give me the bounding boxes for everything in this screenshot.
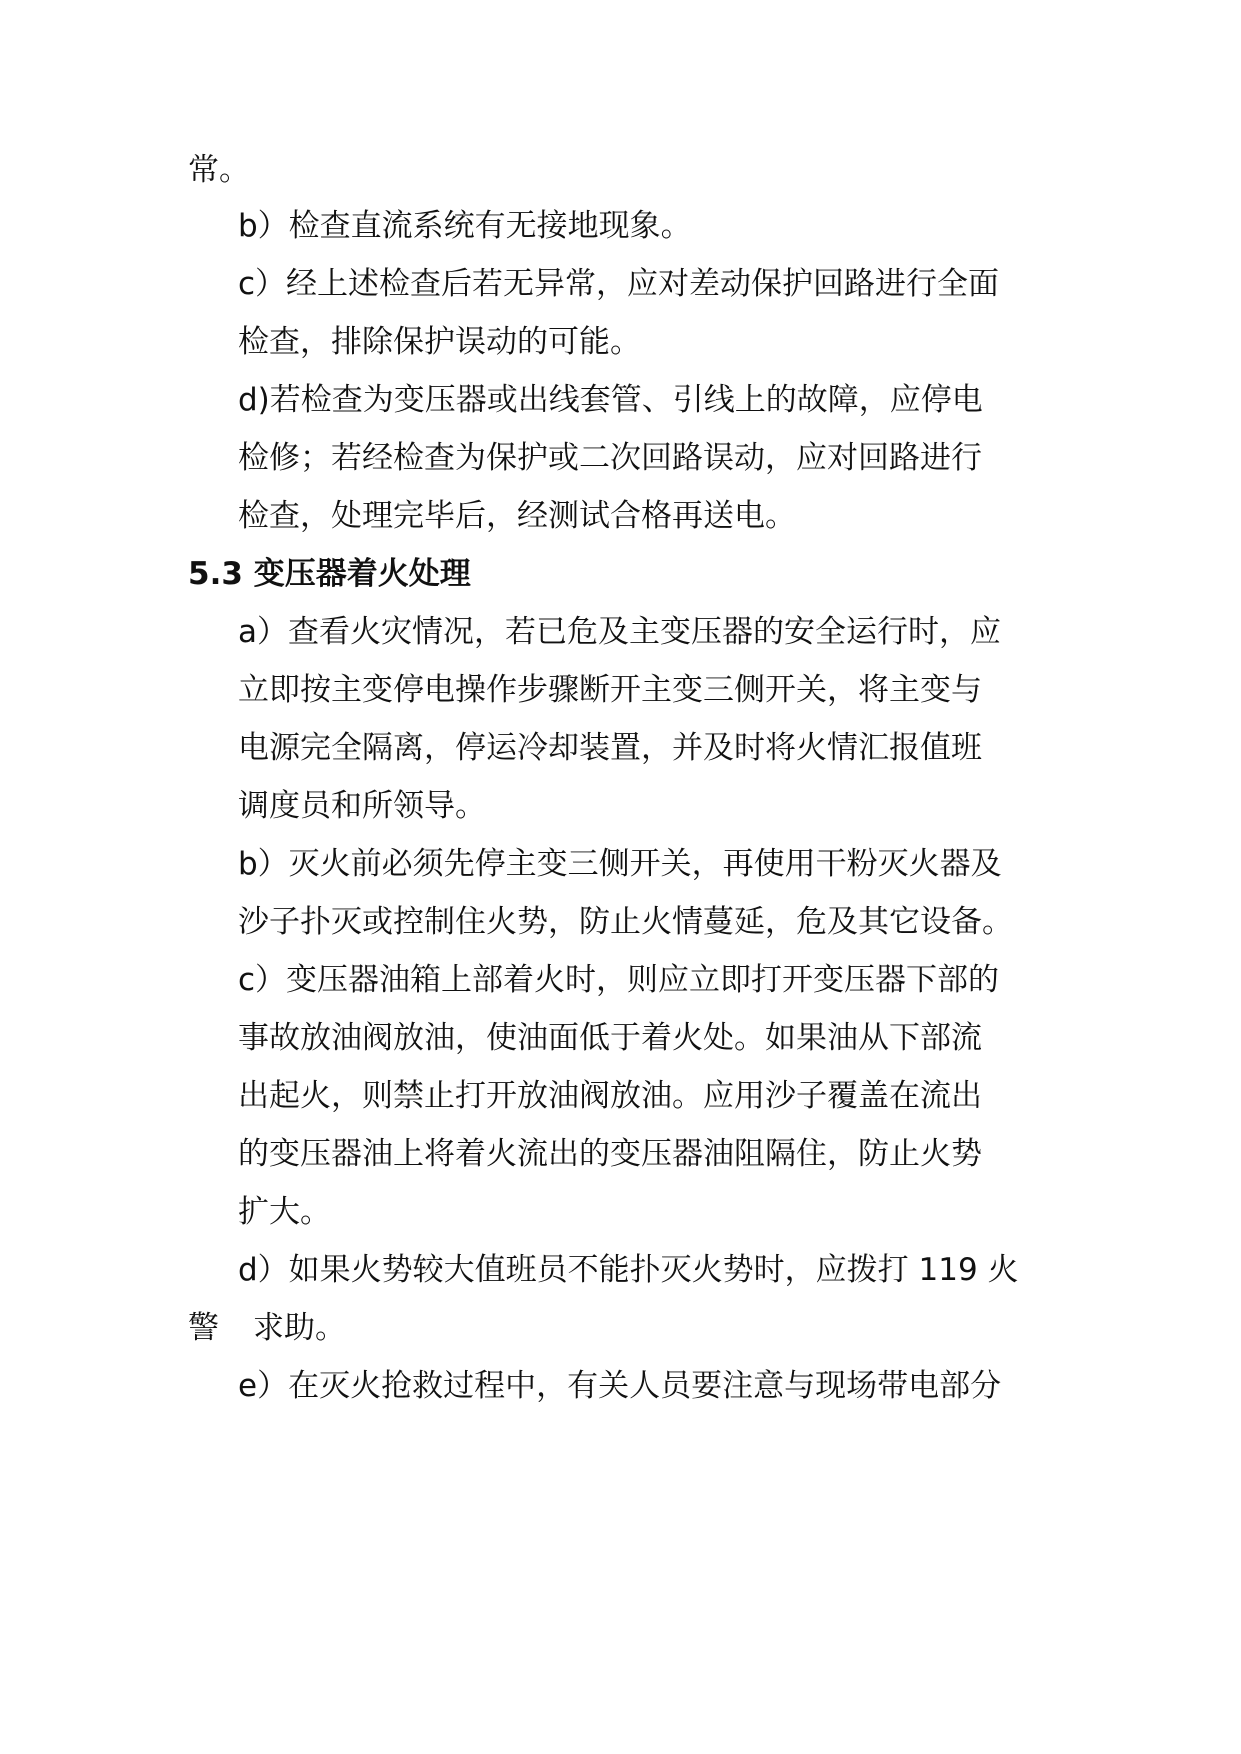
text-line: 出起火，则禁止打开放油阀放油。应用沙子覆盖在流出 bbox=[238, 1078, 982, 1114]
text-line: 常。 bbox=[188, 152, 250, 188]
split-line-left: 警 bbox=[188, 1310, 219, 1346]
text-line: e）在灭火抢救过程中，有关人员要注意与现场带电部分 bbox=[238, 1368, 1002, 1404]
text-line: c）经上述检查后若无异常，应对差动保护回路进行全面 bbox=[238, 266, 1000, 302]
text-line: 检查，排除保护误动的可能。 bbox=[238, 324, 641, 360]
text-line: d)若检查为变压器或出线套管、引线上的故障，应停电 bbox=[238, 382, 983, 418]
text-line: 立即按主变停电操作步骤断开主变三侧开关，将主变与 bbox=[238, 672, 982, 708]
text-line: c）变压器油箱上部着火时，则应立即打开变压器下部的 bbox=[238, 962, 1000, 998]
text-line: a）查看火灾情况，若已危及主变压器的安全运行时，应 bbox=[238, 614, 1001, 650]
text-line: b）检查直流系统有无接地现象。 bbox=[238, 208, 692, 244]
text-line: 扩大。 bbox=[238, 1194, 331, 1230]
text-line: d）如果火势较大值班员不能扑灭火势时，应拨打 119 火 bbox=[238, 1252, 1019, 1288]
text-line: 沙子扑灭或控制住火势，防止火情蔓延，危及其它设备。 bbox=[238, 904, 1013, 940]
text-line: b）灭火前必须先停主变三侧开关，再使用干粉灭火器及 bbox=[238, 846, 1002, 882]
split-line-right: 求助。 bbox=[253, 1310, 346, 1346]
text-line: 检修；若经检查为保护或二次回路误动，应对回路进行 bbox=[238, 440, 982, 476]
text-line: 的变压器油上将着火流出的变压器油阻隔住，防止火势 bbox=[238, 1136, 982, 1172]
text-line: 事故放油阀放油，使油面低于着火处。如果油从下部流 bbox=[238, 1020, 982, 1056]
text-line: 检查，处理完毕后，经测试合格再送电。 bbox=[238, 498, 796, 534]
text-line: 调度员和所领导。 bbox=[238, 788, 486, 824]
text-line-split bbox=[188, 1308, 346, 1348]
text-line: 电源完全隔离，停运冷却装置，并及时将火情汇报值班 bbox=[238, 730, 982, 766]
section-heading: 5.3 变压器着火处理 bbox=[188, 556, 471, 592]
